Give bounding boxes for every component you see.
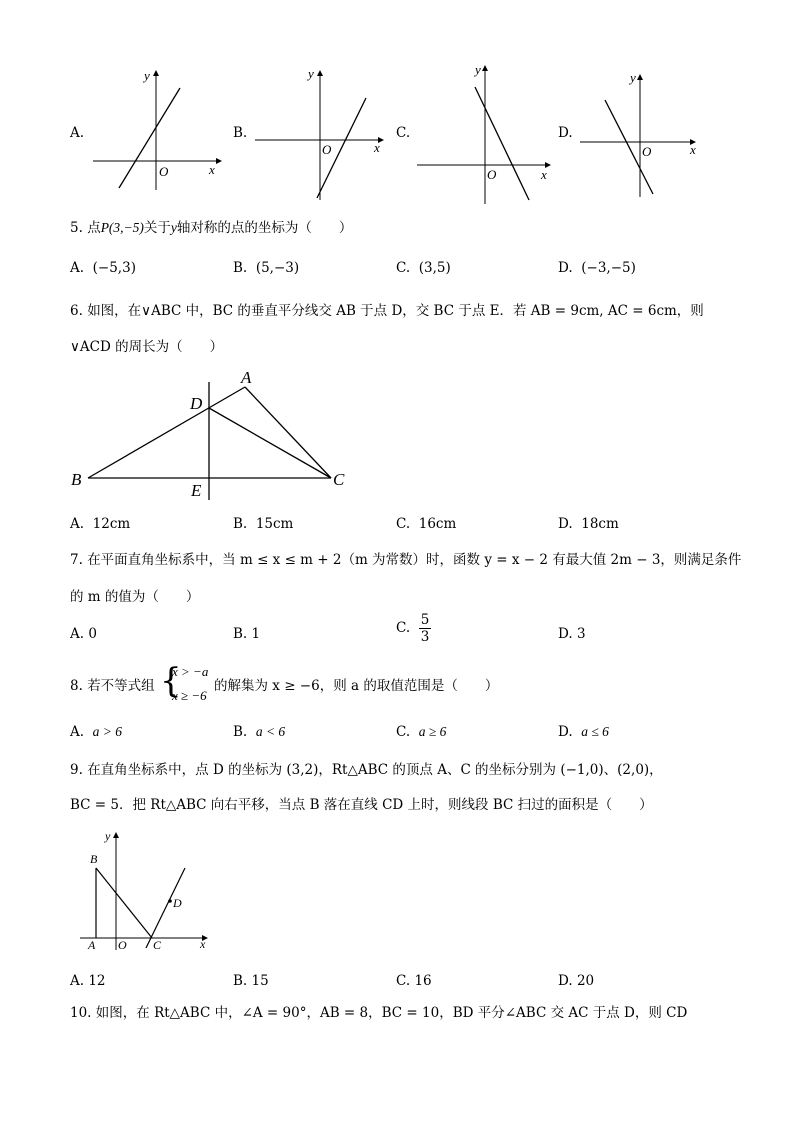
q6-option-c[interactable] [396,516,456,532]
segment-ba [88,387,245,478]
function-line [475,87,529,200]
q9-option-d[interactable] [558,973,594,989]
q8-option-b[interactable] [233,724,285,740]
label-b: B [71,470,82,489]
x-label: x [209,162,215,177]
y-axis-arrow-icon [637,74,643,80]
x-axis-arrow-icon [216,158,222,164]
option-letter: C. [396,516,411,532]
q6-stem-line2: ∨ACD 的周长为（ ） [70,339,224,355]
q5-point: P(3,−5) [100,220,144,235]
option-value: a < 6 [255,724,286,739]
option-value: (3,5) [418,260,451,276]
fraction-numerator: 5 [420,612,430,628]
option-letter: B. [233,260,248,276]
origin-label: O [322,142,332,157]
option-value: (−5,3) [92,260,136,276]
q10-number: 10. [70,1005,92,1021]
label-x: x [200,937,206,951]
option-letter: C. [396,260,411,276]
q4-option-a-letter: A. [70,125,85,141]
y-axis-arrow-icon [482,65,488,71]
option-value: 12 [88,973,106,989]
option-value: 18cm [581,516,619,532]
option-value: (−3,−5) [581,260,636,276]
q7-option-b[interactable] [233,626,260,642]
label-d: D [190,394,203,413]
option-value: 16cm [418,516,457,532]
option-value: (5,−3) [255,260,300,276]
q5-axis: y [170,220,177,235]
origin-label: O [159,164,169,179]
y-label: y [144,68,150,83]
label-o: O [118,938,127,952]
option-value: a ≥ 6 [418,724,447,739]
option-letter: A. [70,260,85,276]
x-label: x [690,142,696,157]
q5-option-d[interactable] [558,260,636,276]
option-value: 15 [251,973,269,989]
label-a: A [88,938,96,952]
q9-stem-line1 [70,760,663,780]
fraction [419,612,432,645]
q10-stem-line1 [70,1003,687,1023]
option-letter: C. [396,724,411,740]
q7-stem-line1 [70,550,741,570]
label-a: A [241,368,252,387]
label-d: D [173,896,182,910]
x-label: x [374,140,380,155]
option-value: 16 [414,973,432,989]
option-letter: C. [396,973,411,989]
q7-number: 7. [70,552,83,568]
label-e: E [191,481,202,500]
q6-option-d[interactable] [558,516,619,532]
segment-ac [245,387,331,478]
option-letter: A. [70,724,85,740]
option-value: 12cm [92,516,131,532]
q7-option-c[interactable] [396,612,431,645]
q4-option-b-graph [253,68,388,203]
q8-option-a[interactable] [70,724,122,740]
q7-option-d[interactable] [558,626,586,642]
q6-option-a[interactable] [70,516,130,532]
y-label: y [475,62,481,77]
q8-option-c[interactable] [396,724,446,740]
option-letter: A. [70,516,85,532]
fraction-denominator: 3 [420,629,430,645]
option-value: 3 [576,626,586,642]
q6-text-line1: 如图，在∨ABC 中，BC 的垂直平分线交 AB 于点 D，交 BC 于点 E．若 AB = 9cm, AC = 6cm，则 [87,303,704,319]
q4-option-d-letter: D. [558,125,573,141]
q9-coordinate-figure [78,828,218,953]
function-line [119,88,180,188]
option-value: a ≤ 6 [581,724,609,739]
option-letter: D. [558,260,573,276]
option-letter: B. [233,626,248,642]
origin-label: O [642,144,652,159]
option-letter: D. [558,626,573,642]
q8-text-a: 若不等式组 [87,678,155,694]
option-letter: D. [558,516,573,532]
q9-text-line1: 在直角坐标系中，点 D 的坐标为 (3,2)，Rt△ABC 的顶点 A、C 的坐标分别为 (−1,0)、(2,0)， [87,762,663,778]
q8-stem [70,676,155,696]
option-letter: D. [558,973,573,989]
q5-text-a: 点 [87,220,101,236]
origin-label: O [487,167,497,182]
q9-option-c[interactable] [396,973,432,989]
q7-option-a[interactable] [70,626,97,642]
option-value: 20 [576,973,595,989]
q6-option-b[interactable] [233,516,293,532]
option-letter: B. [233,724,248,740]
q5-option-c[interactable] [396,260,451,276]
q4-option-b-letter: B. [233,125,248,141]
point-d-dot [168,899,172,903]
q5-text-b: 关于 [143,220,171,236]
option-letter: C. [396,620,411,636]
q8-inequality-2: x ≥ −6 [172,688,207,703]
option-value: a > 6 [92,724,123,739]
x-label: x [541,167,547,182]
q6-number: 6. [70,303,83,319]
segment-dc [209,408,331,478]
q5-stem [70,218,352,238]
y-axis-arrow-icon [317,70,323,76]
q6-stem-line1 [70,301,704,321]
y-axis-arrow-icon [113,832,119,838]
option-letter: A. [70,626,85,642]
option-value: 0 [88,626,97,642]
q5-text-c: 轴对称的点的坐标为（ ） [176,220,353,236]
q4-option-a-graph [88,68,223,193]
q6-triangle-figure [68,365,358,505]
option-value: 1 [251,626,261,642]
q4-option-c-graph [415,62,555,207]
q8-option-d[interactable] [558,724,609,740]
q8-number: 8. [70,678,83,694]
system-brace-icon: { [160,661,182,701]
label-b: B [90,852,98,866]
q5-option-a[interactable] [70,260,136,276]
q4-option-c-letter: C. [396,125,411,141]
q7-text-line1: 在平面直角坐标系中，当 m ≤ x ≤ m + 2（m 为常数）时，函数 y = x − 2 有最大值 2m − 3，则满足条件 [87,552,742,568]
q7-stem-line2: 的 m 的值为（ ） [70,589,200,605]
q9-option-b[interactable] [233,973,269,989]
option-letter: A. [70,973,85,989]
option-letter: B. [233,516,248,532]
label-c: C [333,470,345,489]
q9-option-a[interactable] [70,973,106,989]
option-letter: D. [558,724,573,740]
label-y: y [105,829,111,843]
q4-option-d-graph [578,70,703,200]
y-axis-arrow-icon [153,70,159,76]
y-label: y [630,70,636,85]
q9-stem-line2: BC = 5．把 Rt△ABC 向右平移，当点 B 落在直线 CD 上时，则线段 BC 扫过的面积是（ ） [70,797,653,813]
q9-number: 9. [70,762,83,778]
q10-text-line1: 如图，在 Rt△ABC 中，∠A = 90°，AB = 8，BC = 10，BD 平分∠ABC 交 AC 于点 D，则 CD [95,1005,688,1021]
segment-bc [96,868,152,938]
option-letter: B. [233,973,248,989]
q5-option-b[interactable] [233,260,299,276]
q8-inequality-1: x > −a [172,664,209,679]
option-value: 15cm [255,516,294,532]
q5-number: 5. [70,220,83,236]
label-c: C [153,938,162,952]
y-label: y [308,66,314,81]
q8-text-b: 的解集为 x ≥ −6，则 a 的取值范围是（ ） [214,678,499,694]
